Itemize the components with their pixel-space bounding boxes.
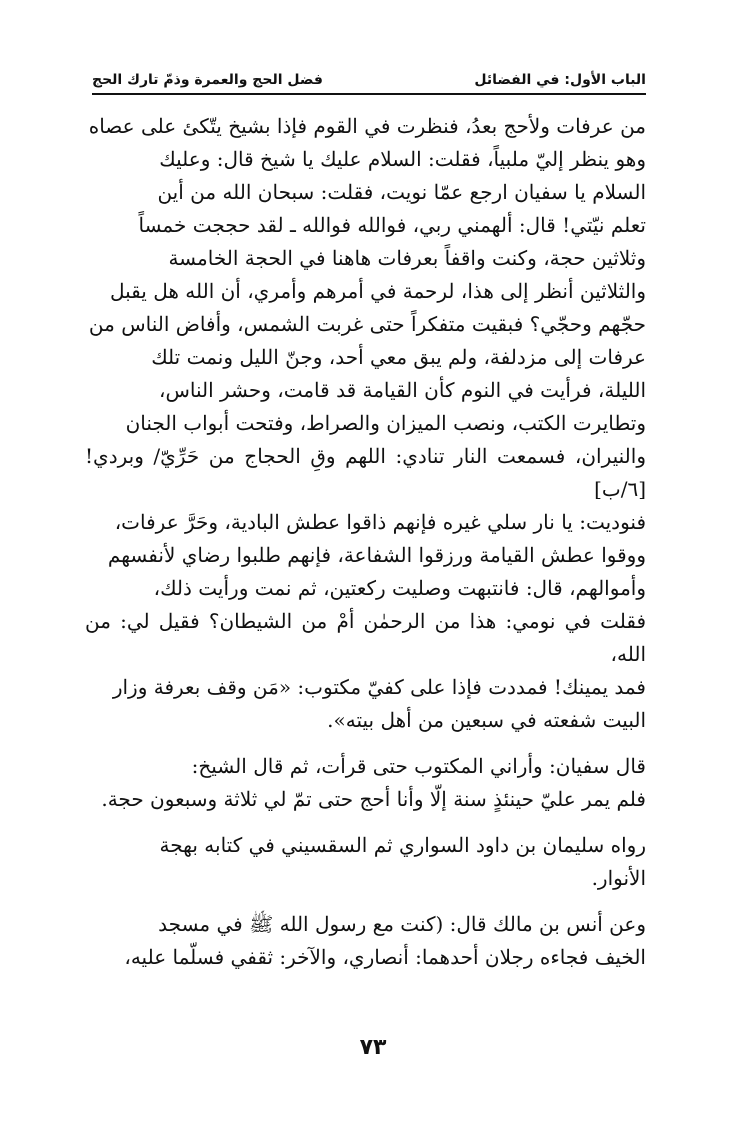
- text-line: فقلت في نومي: هذا من الرحمٰن أمْ من الشيطان؟ فقيل لي: من الله،: [85, 609, 646, 666]
- running-header: [92, 56, 646, 88]
- text-line: الأنوار.: [591, 866, 646, 890]
- text-line: فنوديت: يا نار سلي غيره فإنهم ذاقوا عطش البادية، وحَرَّ عرفات،: [114, 510, 646, 534]
- page-number: ٧٣: [359, 1035, 387, 1060]
- text-line: فلم يمر عليّ حينئذٍ سنة إلّا وأنا أحج حتى تمّ لي ثلاثة وسبعون حجة.: [101, 787, 646, 811]
- paragraph: [85, 110, 646, 737]
- header-rule: [92, 93, 646, 95]
- text-line: تعلم نيّتي! قال: ألهمني ربي، فوالله فوالله ـ لقد حججت خمساً: [138, 213, 646, 237]
- paragraph: [85, 750, 646, 816]
- section-title: فضل الحج والعمرة وذمّ تارك الحج: [92, 72, 323, 88]
- text-line: وهو ينظر إليّ ملبياً، فقلت: السلام عليك يا شيخ قال: وعليك: [159, 147, 646, 171]
- text-line: وعن أنس بن مالك قال: (كنت مع رسول الله ﷺ في مسجد: [158, 912, 646, 936]
- chapter-title: الباب الأول: في الفضائل: [474, 72, 646, 88]
- text-line: وثلاثين حجة، وكنت واقفاً بعرفات هاهنا في الحجة الخامسة: [168, 246, 646, 270]
- text-line: عرفات إلى مزدلفة، ولم يبق معي أحد، وجنّ الليل ونمت تلك: [151, 345, 646, 369]
- text-line: حجّهم وحجّي؟ فبقيت متفكراً حتى غربت الشمس، وأفاض الناس من: [88, 312, 646, 336]
- text-line: البيت شفعته في سبعين من أهل بيته».: [327, 708, 646, 732]
- text-line: من عرفات ولأحج بعدُ، فنظرت في القوم فإذا بشيخ يتّكئ على عصاه: [88, 114, 646, 138]
- text-line: ووقوا عطش القيامة ورزقوا الشفاعة، فإنهم طلبوا رضاي لأنفسهم: [107, 543, 646, 567]
- text-line: وتطايرت الكتب، ونصب الميزان والصراط، وفتحت أبواب الجنان: [125, 411, 646, 435]
- paragraph: [85, 829, 646, 895]
- text-line: وأموالهم، قال: فانتبهت وصليت ركعتين، ثم نمت ورأيت ذلك،: [153, 576, 646, 600]
- text-line: فمد يمينك! فمددت فإذا على كفيّ مكتوب: «مَن وقف بعرفة وزار: [112, 675, 646, 699]
- text-line: رواه سليمان بن داود السواري ثم السقسيني في كتابه بهجة: [159, 833, 646, 857]
- text-line: الليلة، فرأيت في النوم كأن القيامة قد قامت، وحشر الناس،: [158, 378, 646, 402]
- paragraph: [85, 908, 646, 974]
- body-text: [85, 110, 646, 974]
- text-line: السلام يا سفيان ارجع عمّا نويت، فقلت: سبحان الله من أين: [157, 180, 646, 204]
- text-line: الخيف فجاءه رجلان أحدهما: أنصاري، والآخر: ثقفي فسلّما عليه،: [124, 945, 646, 969]
- text-line: والثلاثين أنظر إلى هذا، لرحمة في أمرهم وأمري، أن الله هل يقبل: [109, 279, 646, 303]
- text-line: والنيران، فسمعت النار تنادي: اللهم وقِ الحجاج من حَرِّيّ/ وبردي! [٦/ب]: [85, 444, 646, 501]
- text-line: قال سفيان: وأراني المكتوب حتى قرأت، ثم قال الشيخ:: [191, 754, 646, 778]
